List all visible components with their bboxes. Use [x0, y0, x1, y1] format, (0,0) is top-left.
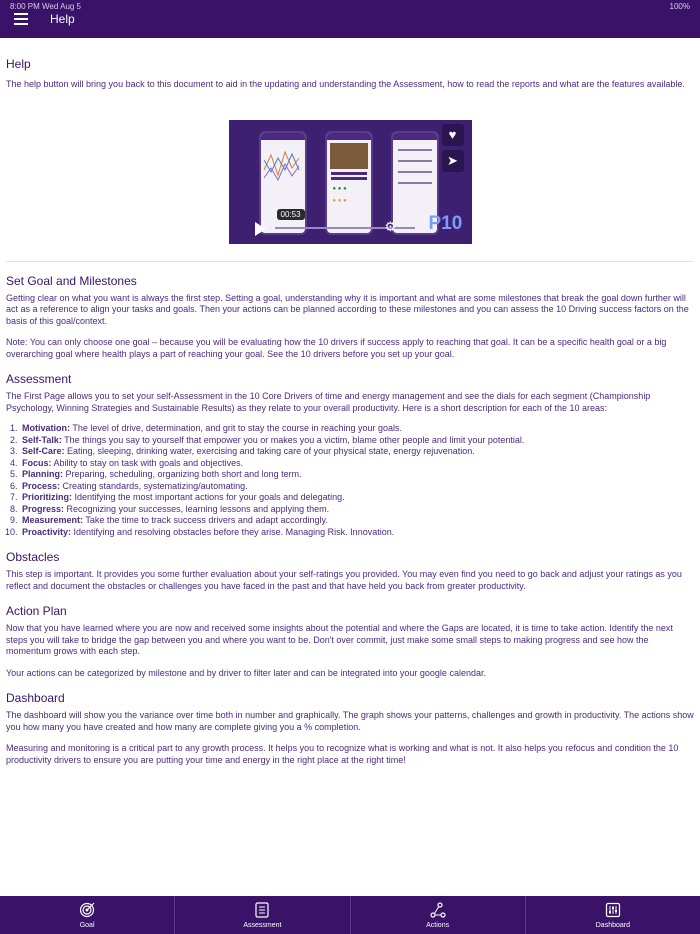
tab-label: Actions [426, 922, 450, 929]
tab-actions[interactable] [351, 896, 526, 934]
goal-paragraph: Getting clear on what you want is always the first step. Setting a goal, understanding why it is important and what are some milestones that break the goal down further will act as a reference to align your tasks and goals. Then your actions can be planned according to these milestones and you can assess the 10 Driving success factors on the basis of this goal/context. [6, 292, 689, 326]
drivers-list [6, 423, 694, 538]
tab-label: Dashboard [595, 922, 630, 929]
tab-label: Goal [79, 922, 95, 929]
nodes-icon [430, 902, 446, 918]
help-content[interactable] [0, 38, 700, 896]
heart-icon[interactable]: ♥ [442, 124, 464, 146]
list-item: 7. Prioritizing: Identifying the most important actions for your goals and delegating. [20, 492, 694, 504]
dashboard-heading: Dashboard [6, 691, 65, 705]
dashboard-note: Measuring and monitoring is a critical part to any growth process. It helps you to recognize what is working and what is not. It also helps you refocus and condition the 10 productivity drivers to ensure you are putting your time and energy in the right place at the right time! [6, 743, 679, 765]
list-item: 3. Self-Care: Eating, sleeping, drinking water, exercising and taking care of your physical state, energy rejuvenation. [20, 446, 694, 458]
tab-assessment[interactable] [175, 896, 350, 934]
list-item: 2. Self-Talk: The things you say to yourself that empower you or makes you a victim, blame other people and limit your potential. [20, 435, 694, 447]
action-plan-heading: Action Plan [6, 604, 67, 618]
obstacles-heading: Obstacles [6, 550, 60, 564]
assessment-paragraph: The First Page allows you to set your self-Assessment in the 10 Core Drivers of time and energy management and see the dials for each segment (Championship Psychology, Winning Strategies and Sustainable Results) as they relate to your overall productivity. Here is a short description for each of the 10 areas: [6, 391, 651, 413]
hamburger-icon [14, 13, 28, 15]
page-title: Help [50, 12, 75, 26]
status-battery: 100% [669, 2, 690, 11]
brand-logo: P10 [428, 212, 463, 234]
video-time: 00:53 [277, 209, 305, 220]
list-item: 1. Motivation: The level of drive, determination, and grit to stay the course in reaching your goals. [20, 423, 694, 435]
sliders-icon [605, 902, 621, 918]
play-icon[interactable] [255, 222, 266, 236]
help-paragraph: The help button will bring you back to this document to aid in the updating and understanding the Assessment, how to read the reports and what are the features available. [6, 79, 685, 89]
goal-heading: Set Goal and Milestones [6, 273, 137, 288]
divider [6, 261, 694, 262]
assessment-heading: Assessment [6, 372, 72, 386]
list-item: 8. Progress: Recognizing your successes, learning lessons and applying them. [20, 504, 694, 516]
list-item: 4. Focus: Ability to stay on task with goals and objectives. [20, 458, 694, 470]
tab-label: Assessment [243, 922, 282, 929]
help-heading: Help [6, 57, 31, 71]
tab-goal[interactable] [0, 896, 175, 934]
top-bar [0, 0, 700, 38]
action-plan-paragraph: Now that you have learned where you are now and received some insights about the potential and where the Gaps are located, it is time to take action. Identify the next steps you will take to bridge the gap between you and where you want to be. Don't over commit, just make some small steps to making progress and see how the momentum grows with each step. [6, 623, 673, 656]
list-item: 10. Proactivity: Identifying and resolving obstacles before they arise. Managing Risk. Innovation. [20, 527, 694, 539]
status-time: 8:00 PM Wed Aug 5 [10, 2, 82, 11]
phone-mockup-goal: ● ● ● ● ● ● [325, 131, 373, 235]
list-item: 5. Planning: Preparing, scheduling, organizing both short and long term. [20, 469, 694, 481]
video-player[interactable] [229, 120, 472, 244]
goal-note: Note: You can only choose one goal – because you will be evaluating how the 10 drivers if success apply to reaching that goal. It can be a specific health goal or a big overarching goal where health plays a part of reaching your goal. See the 10 drivers before you set up your goal. [6, 337, 667, 359]
bottom-tab-bar [0, 896, 700, 934]
line-chart-thumbnail [261, 140, 305, 190]
checklist-icon [254, 902, 270, 918]
obstacles-paragraph: This step is important. It provides you some further evaluation about your self-ratings you provided. You may even find you need to go back and adjust your ratings as you reflect and document the obstacles or challenges you have faced in the past and that have held you back from greater productivity. [6, 569, 682, 591]
gear-icon[interactable]: ⚙ [384, 218, 397, 234]
target-icon [79, 902, 95, 918]
list-item: 6. Process: Creating standards, systematizing/automating. [20, 481, 694, 493]
dashboard-paragraph: The dashboard will show you the variance over time both in number and graphically. The graph shows your patterns, challenges and growth in productivity. The actions show you how many you have created and how many are complete giving you a % completion. [6, 710, 694, 732]
list-item: 9. Measurement: Take the time to track success drivers and adapt accordingly. [20, 515, 694, 527]
menu-button[interactable] [14, 13, 28, 25]
tab-dashboard[interactable] [526, 896, 700, 934]
action-plan-note: Your actions can be categorized by milestone and by driver to filter later and can be integrated into your google calendar. [6, 667, 486, 678]
send-icon[interactable]: ➤ [442, 150, 464, 172]
